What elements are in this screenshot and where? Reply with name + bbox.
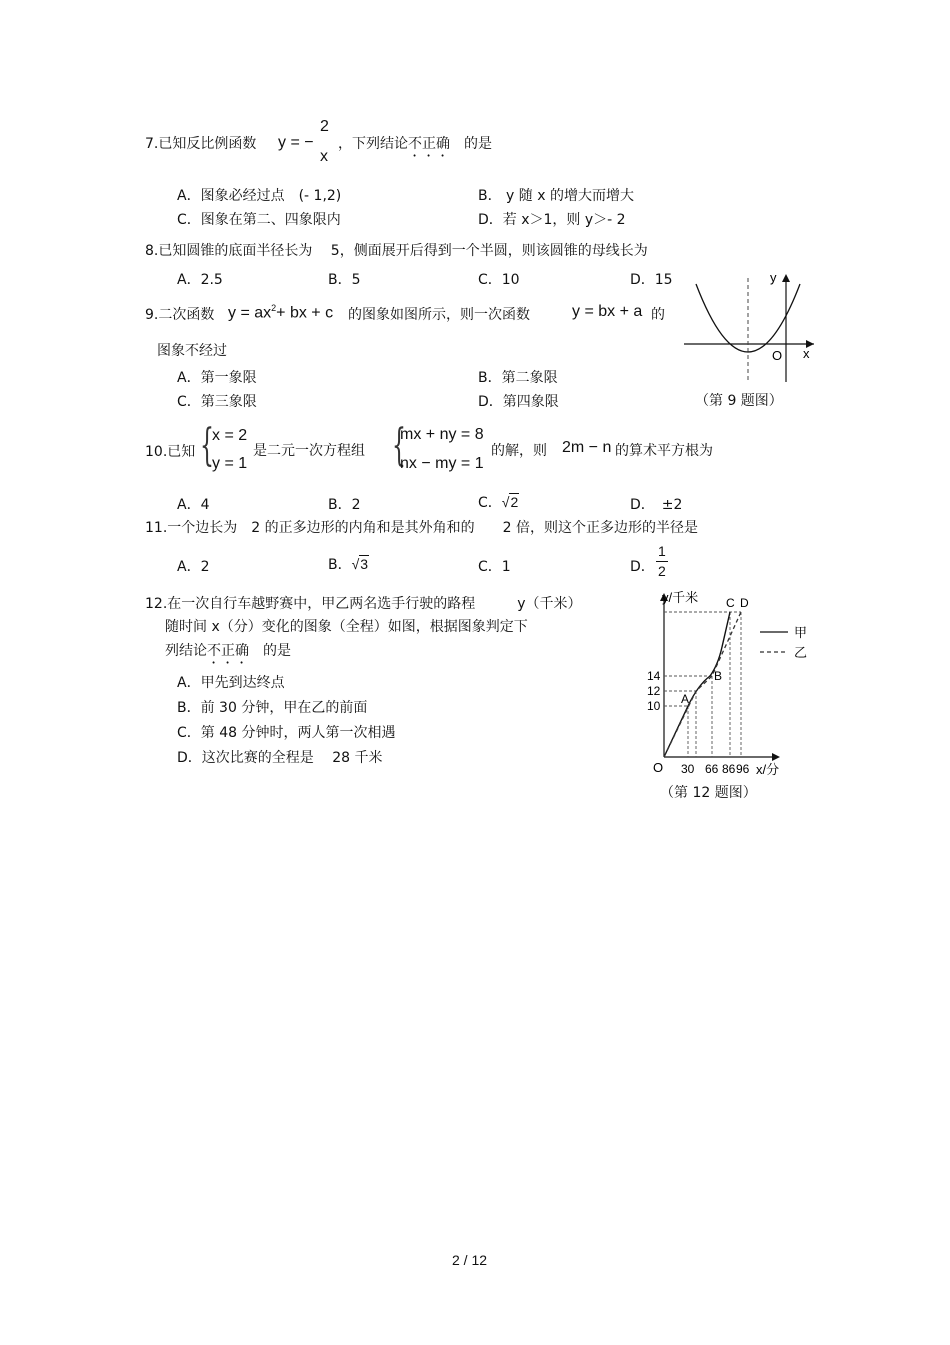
q9-stem-d: 图象不经过 [157, 343, 227, 359]
q10-option-c-label: C． [478, 495, 502, 511]
q9-quadratic [228, 303, 333, 322]
q12-fig-ylabel: y/千米 [662, 590, 699, 605]
q10-solution-x: x = 2 [212, 427, 248, 444]
q7-function [278, 134, 314, 152]
q7-func-numerator: 2 [320, 118, 329, 135]
q12-line-yi [664, 612, 741, 757]
q12-stem-c [165, 640, 291, 667]
q12-point-b: B [714, 669, 723, 683]
q10-option-d: D． ±2 [630, 497, 683, 513]
q11-option-d-label: D． [630, 559, 655, 575]
q10-equation-1: mx + ny = 8 [400, 426, 484, 443]
q9-option-a: A．第一象限 [177, 370, 257, 386]
q12-fig-xlabel: x/分 [756, 762, 780, 777]
q8-option-d: D．15 [630, 272, 673, 288]
q12-stem-c-b: 的是 [263, 643, 291, 659]
q9-stem-c: 的 [651, 307, 665, 323]
q8-option-c: C．10 [478, 272, 520, 288]
q10-solution-y: y = 1 [212, 455, 248, 472]
q12-legend-yi: 乙 [794, 645, 808, 660]
q12-figure [640, 585, 820, 780]
q11-option-d-numerator: 1 [658, 543, 666, 559]
q9-func1: y = ax [228, 304, 272, 322]
q12-fig-origin: O [653, 760, 664, 775]
q10-option-c-radicand: 2 [510, 494, 519, 510]
q7-stem-c: 的是 [464, 136, 492, 152]
q10-equation-2: nx − my = 1 [400, 455, 484, 472]
q12-xtick-96: 96 [736, 762, 750, 776]
q7-func-denominator: x [320, 148, 328, 165]
q12-stem-b: 随时间 x（分）变化的图象（全程）如图，根据图象判定下 [165, 619, 528, 635]
q8-stem: 8.已知圆锥的底面半径长为 5，侧面展开后得到一个半圆，则该圆锥的母线长为 [145, 243, 648, 259]
q10-option-c [478, 492, 519, 512]
q9-stem-a: 9.二次函数 [145, 307, 215, 323]
q12-option-a: A．甲先到达终点 [177, 675, 285, 691]
q9-func1-exp: 2 [271, 303, 277, 313]
q12-xtick-66: 66 [705, 762, 719, 776]
q10-brace-1: { [200, 420, 214, 471]
q10-option-b: B．2 [328, 497, 361, 513]
q9-figure [680, 270, 820, 410]
q7-option-a: A．图象必经过点 (- 1,2) [177, 188, 342, 204]
q12-option-c: C．第 48 分钟时，两人第一次相遇 [177, 725, 396, 741]
q9-stem-b: 的图象如图所示，则一次函数 [348, 307, 530, 323]
q12-ytick-12: 12 [647, 684, 661, 698]
q11-option-b-radicand: 3 [360, 556, 369, 572]
q7-option-c: C．图象在第二、四象限内 [177, 212, 341, 228]
q11-option-b-label: B． [328, 557, 352, 573]
q12-point-c: C [726, 596, 735, 610]
q11-stem: 11.一个边长为 2 的正多边形的内角和是其外角和的 2 倍，则这个正多边形的半径是 [145, 520, 698, 536]
q8-option-a: A．2.5 [177, 272, 223, 288]
q11-option-c: C．1 [478, 559, 511, 575]
q7-option-d: D．若 x＞1，则 y＞- 2 [478, 212, 626, 228]
q10-brace-2: { [392, 420, 406, 471]
q11-option-b [328, 554, 369, 574]
q9-option-b: B．第二象限 [478, 370, 558, 386]
q7-stem-text: 7.已知反比例函数 [145, 136, 257, 152]
q8-option-b: B．5 [328, 272, 361, 288]
q9-fig-x-label: x [803, 346, 810, 361]
q10-stem-a: 10.已知 [145, 444, 196, 460]
q7-stem-tail [338, 133, 492, 160]
q9-linear: y = bx + a [572, 303, 643, 320]
q9-figure-caption: （第 9 题图） [695, 393, 783, 409]
q12-option-b: B．前 30 分钟，甲在乙的前面 [177, 700, 368, 716]
q11-option-b-sqrt: √3 [351, 556, 369, 572]
q12-ytick-14: 14 [647, 669, 661, 683]
q10-stem-c: 的解，则 [491, 443, 547, 459]
q10-option-a: A．4 [177, 497, 210, 513]
q11-option-d-fraction-bar [656, 561, 668, 562]
q9-y-arrow [782, 274, 790, 282]
q9-option-d: D．第四象限 [478, 394, 559, 410]
q12-option-d: D．这次比赛的全程是 28 千米 [177, 750, 383, 766]
q12-ytick-10: 10 [647, 699, 661, 713]
q9-fig-y-label: y [770, 270, 777, 285]
q12-xtick-86: 86 [722, 762, 736, 776]
q7-stem-b: ，下列结论 [338, 136, 408, 152]
q9-func1-rest: + bx + c [276, 304, 334, 322]
q12-xtick-30: 30 [681, 762, 695, 776]
q10-stem-b: 是二元一次方程组 [253, 443, 365, 459]
q11-option-a: A．2 [177, 559, 210, 575]
q12-point-d: D [740, 596, 749, 610]
page-number: 2 / 12 [452, 1252, 488, 1268]
q10-stem-d: 的算术平方根为 [615, 443, 713, 459]
q9-option-c: C．第三象限 [177, 394, 257, 410]
q7-stem [145, 133, 256, 153]
q7-option-b: B． y 随 x 的增大而增大 [478, 188, 634, 204]
q7-func-eq: = − [290, 134, 314, 151]
q9-fig-origin: O [772, 348, 783, 363]
q7-func-y: y [278, 134, 286, 151]
q10-option-c-sqrt: √2 [501, 494, 519, 510]
q7-stem-emph: 不正确 [408, 136, 450, 152]
q12-legend-jia: 甲 [794, 625, 808, 640]
q12-stem-c-a: 列结论 [165, 643, 207, 659]
q12-stem-emph: 不正确 [207, 643, 249, 659]
q12-x-arrow [772, 753, 780, 761]
q12-point-a: A [681, 692, 690, 706]
q12-stem-a: 12.在一次自行车越野赛中，甲乙两名选手行驶的路程 y（千米） [145, 596, 582, 612]
q12-figure-caption: （第 12 题图） [660, 785, 757, 801]
q10-expression: 2m − n [562, 439, 612, 456]
q11-option-d-denominator: 2 [658, 563, 666, 579]
